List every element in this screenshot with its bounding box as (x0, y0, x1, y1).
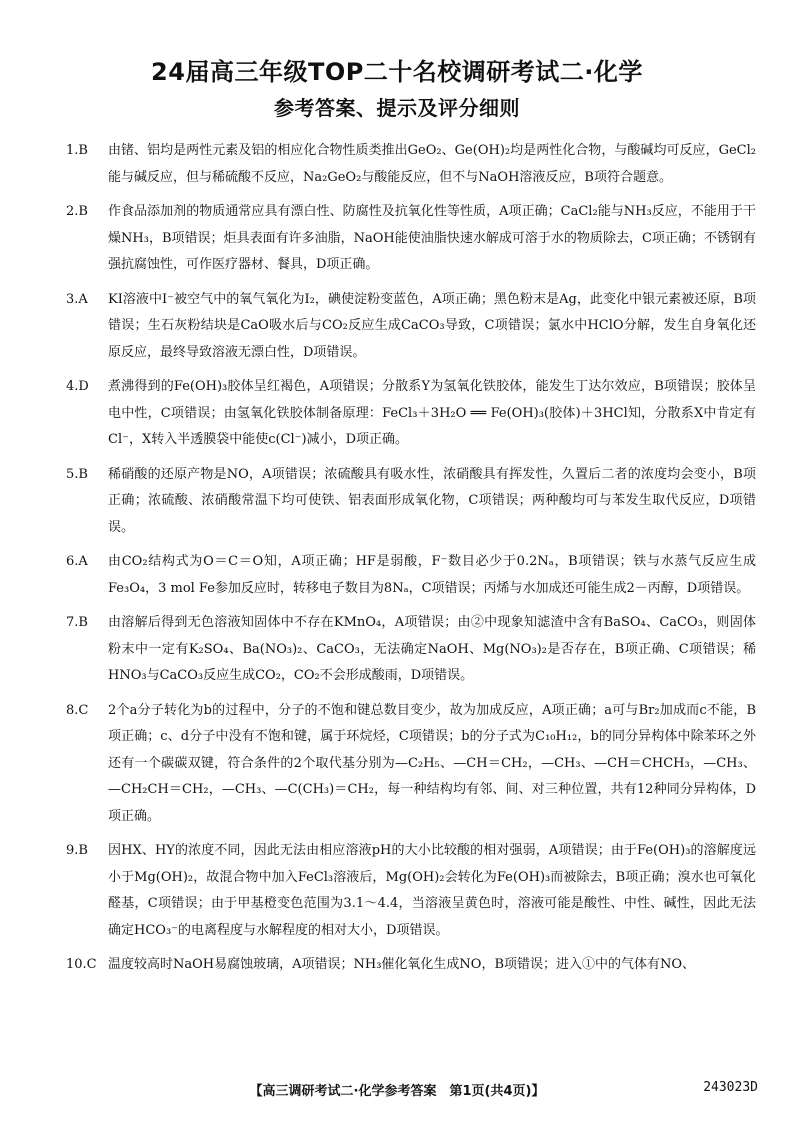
footer-document-code: 243023D (703, 1080, 758, 1095)
document-title: 24届高三年级TOP二十名校调研考试二·化学 (151, 58, 643, 86)
answer-explanation: 由CO₂结构式为O＝C＝O知，A项正确；HF是弱酸，F⁻数目必少于0.2Nₐ，B项错误；铁与水蒸气反应生成Fe₃O₄，3 mol Fe参加反应时，转移电子数目为8Nₐ，C项错误；丙烯与水加成还可能生成2－丙醇，D项错误。 (108, 554, 756, 596)
answer-item-9 (66, 838, 756, 944)
answer-item-6 (66, 549, 756, 602)
answer-label: 3.A (66, 291, 88, 307)
answer-explanation: 由溶解后得到无色溶液知固体中不存在KMnO₄，A项错误；由②中现象知滤渣中含有BaSO₄、CaCO₃，则固体粉末中一定有K₂SO₄、Ba(NO₃)₂、CaCO₃，无法确定NaOH、Mg(NO₃)₂是否存在，B项正确、C项错误；稀HNO₃与CaCO₃反应生成CO₂，CO₂不会形成酸雨，D项错误。 (108, 615, 756, 683)
answer-item-3 (66, 287, 756, 367)
answer-label: 5.B (66, 466, 88, 482)
answer-item-10 (66, 952, 756, 979)
document-subtitle: 参考答案、提示及评分细则 (274, 96, 520, 120)
answer-explanation: 2个a分子转化为b的过程中，分子的不饱和键总数目变少，故为加成反应，A项正确；a可与Br₂加成而c不能，B项正确；c、d分子中没有不饱和键，属于环烷烃，C项错误；b的分子式为C₁₀H₁₂，b的同分异构体中除苯环之外还有一个碳碳双键，符合条件的2个取代基分别为—C₂H₅、—CH＝CH₂，—CH₃、—CH＝CHCH₃，—CH₃、—CH₂CH＝CH₂，—CH₃、—C(CH₃)＝CH₂，每一种结构均有邻、间、对三种位置，共有12种同分异构体，D项正确。 (108, 702, 756, 824)
answer-explanation: 因HX、HY的浓度不同，因此无法由相应溶液pH的大小比较酸的相对强弱，A项错误；由于Fe(OH)₃的溶解度远小于Mg(OH)₂，故混合物中加入FeCl₃溶液后，Mg(OH)₂会转化为Fe(OH)₃而被除去，B项正确；溴水也可氧化醛基，C项错误；由于甲基橙变色范围为3.1～4.4，当溶液呈黄色时，溶液可能是酸性、中性、碱性，因此无法确定HCO₃⁻的电离程度与水解程度的相对大小，D项错误。 (108, 843, 756, 938)
page-footer (0, 1080, 794, 1104)
answer-item-5 (66, 462, 756, 542)
answer-item-1 (66, 138, 756, 191)
answer-label: 7.B (66, 615, 88, 630)
answer-label: 6.A (66, 554, 88, 569)
answer-list (66, 138, 756, 987)
answer-label: 10.C (66, 957, 97, 972)
answer-item-7 (66, 610, 756, 690)
answer-label: 8.C (66, 702, 89, 718)
answer-label: 9.B (66, 843, 88, 858)
answer-explanation: 煮沸得到的Fe(OH)₃胶体呈红褐色，A项错误；分散系Y为氢氧化铁胶体，能发生丁达尔效应，B项错误；胶体呈电中性，C项错误；由氢氧化铁胶体制备原理：FeCl₃＋3H₂O ══ Fe(OH)₃(胶体)＋3HCl知，分散系X中肯定有Cl⁻，X转入半透膜袋中能使c(Cl⁻)减小，D项正确。 (108, 379, 756, 447)
answer-explanation: 温度较高时NaOH易腐蚀玻璃，A项错误；NH₃催化氧化生成NO，B项错误；进入①中的气体有NO、 (108, 957, 696, 972)
answer-label: 1.B (66, 143, 88, 158)
answer-explanation: KI溶液中I⁻被空气中的氧气氧化为I₂，碘使淀粉变蓝色，A项正确；黑色粉末是Ag，此变化中银元素被还原，B项错误；生石灰粉结块是CaO吸水后与CO₂反应生成CaCO₃导致，C项错误；氯水中HClO分解，发生自身氧化还原反应，最终导致溶液无漂白性，D项错误。 (108, 291, 756, 360)
answer-item-8 (66, 698, 756, 831)
answer-explanation: 由锗、铝均是两性元素及铝的相应化合物性质类推出GeO₂、Ge(OH)₂均是两性化合物，与酸碱均可反应，GeCl₂能与碱反应，但与稀硫酸不反应，Na₂GeO₂与酸能反应，但不与NaOH溶液反应，B项符合题意。 (108, 143, 756, 185)
answer-label: 4.D (66, 379, 89, 394)
footer-page-info: 【高三调研考试二·化学参考答案 第1页(共4页)】 (249, 1084, 545, 1099)
answer-item-4 (66, 374, 756, 454)
answer-explanation: 稀硝酸的还原产物是NO，A项错误；浓硫酸具有吸水性，浓硝酸具有挥发性，久置后二者的浓度均会变小，B项正确；浓硫酸、浓硝酸常温下均可使铁、铝表面形成氧化物，C项错误；两种酸均可与苯发生取代反应，D项错误。 (108, 466, 756, 535)
answer-explanation: 作食品添加剂的物质通常应具有漂白性、防腐性及抗氧化性等性质，A项正确；CaCl₂能与NH₃反应，不能用于干燥NH₃，B项错误；炬具表面有许多油脂，NaOH能使油脂快速水解成可溶于水的物质除去，C项正确；不锈钢有强抗腐蚀性，可作医疗器材、餐具，D项正确。 (108, 204, 756, 272)
answer-item-2 (66, 199, 756, 279)
answer-label: 2.B (66, 204, 88, 219)
